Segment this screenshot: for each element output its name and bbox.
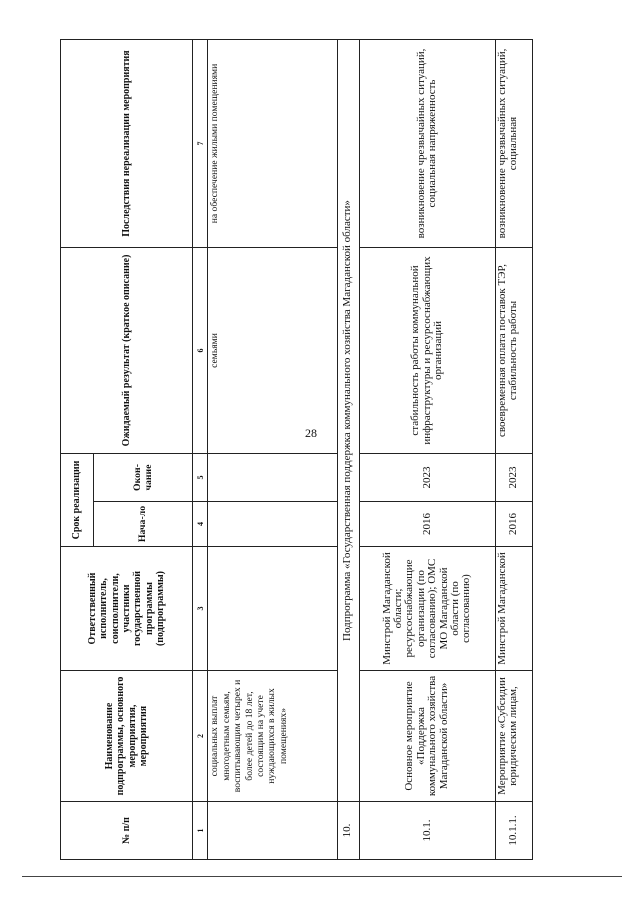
cell-start (208, 502, 337, 547)
column-number: 2 (193, 671, 208, 802)
cell-consequence: возникновение чрезвычайных ситуаций, социальная напряженность (359, 40, 495, 248)
header-end: Окон-чание (94, 454, 193, 502)
column-number: 7 (193, 40, 208, 248)
cell-executor: Минстрой Магаданской (495, 547, 532, 671)
cell-executor: Минстрой Магаданской области; ресурсоснабжающие организации (по согласованию); ОМС МО Магаданской области (по согласованию) (359, 547, 495, 671)
header-term: Срок реализации (61, 454, 94, 547)
cell-executor (208, 547, 337, 671)
header-name: Наименование подпрограммы, основного мероприятия, мероприятия (61, 671, 193, 802)
subprogram-title: Подпрограмма «Государственная поддержка коммунального хозяйства Магаданской области» (337, 40, 359, 802)
table-row (495, 40, 532, 860)
cell-num: 10.1.1. (495, 802, 532, 860)
header-result: Ожидаемый результат (краткое описание) (61, 248, 193, 454)
cell-end: 2023 (495, 454, 532, 502)
column-number: 6 (193, 248, 208, 454)
cell-start: 2016 (359, 502, 495, 547)
cell-name: Мероприятие «Субсидии юридическим лицам, (495, 671, 532, 802)
cell-num (208, 802, 337, 860)
cell-name: Основное мероприятие «Поддержка коммунального хозяйства Магаданской области» (359, 671, 495, 802)
program-measures-table (60, 39, 533, 860)
cell-result: стабильность работы коммунальной инфраструктуры и ресурсоснабжающих организаций (359, 248, 495, 454)
cell-num: 10.1. (359, 802, 495, 860)
header-row-1 (61, 40, 94, 860)
cell-start: 2016 (495, 502, 532, 547)
cell-result: своевременная оплата поставок ТЭР, стабильность работы (495, 248, 532, 454)
column-number: 5 (193, 454, 208, 502)
column-number-row (193, 40, 208, 860)
header-executor: Ответственный исполнитель, соисполнители, участники государственной программы (подпрограммы) (61, 547, 193, 671)
header-num: № п/п (61, 802, 193, 860)
cell-end: 2023 (359, 454, 495, 502)
column-number: 4 (193, 502, 208, 547)
cell-result: семьями (208, 248, 337, 454)
header-consequence: Последствия нереализации мероприятия (61, 40, 193, 248)
bottom-rule (22, 876, 622, 877)
column-number: 1 (193, 802, 208, 860)
table-row (337, 40, 359, 860)
cell-consequence: на обеспечение жилыми помещениями (208, 40, 337, 248)
page-number: 28 (305, 426, 317, 440)
rotated-table-container (60, 40, 533, 860)
cell-num: 10. (337, 802, 359, 860)
column-number: 3 (193, 547, 208, 671)
cell-consequence: возникновение чрезвычайных ситуаций, социальная (495, 40, 532, 248)
cell-name: социальных выплат многодетным семьям, воспитывающим четырех и более детей до 18 лет, состоящим на учете нуждающихся в жилых помещениях» (208, 671, 337, 802)
table-row (359, 40, 495, 860)
header-start: Нача-ло (94, 502, 193, 547)
table-row (208, 40, 337, 860)
cell-end (208, 454, 337, 502)
